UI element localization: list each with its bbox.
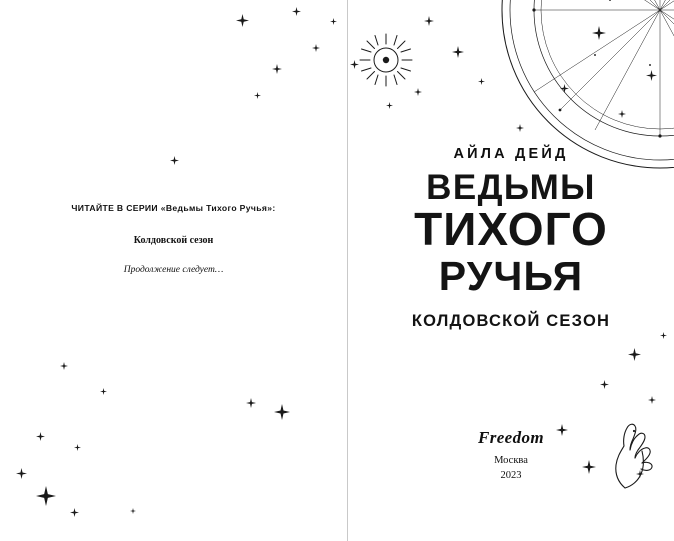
publisher-logo: Freedom: [477, 428, 545, 447]
title-line-1: ВЕДЬМЫ: [426, 168, 596, 207]
series-item: Колдовской сезон: [133, 235, 214, 246]
page-fold: [347, 0, 348, 541]
title-line-3: РУЧЬЯ: [438, 253, 584, 299]
publication-year: 2023: [500, 470, 522, 481]
author-name: АЙЛА ДЕЙД: [453, 146, 569, 162]
continuation-note: Продолжение следует…: [123, 265, 224, 275]
publisher-city: Москва: [494, 455, 528, 466]
book-subtitle: КОЛДОВСКОЙ СЕЗОН: [411, 312, 611, 330]
title-line-2: ТИХОГО: [414, 203, 608, 255]
right-page: [348, 0, 674, 541]
imprint-block: [348, 428, 674, 481]
series-heading: ЧИТАЙТЕ В СЕРИИ «Ведьмы Тихого Ручья»:: [71, 203, 276, 213]
series-block: [0, 203, 347, 275]
